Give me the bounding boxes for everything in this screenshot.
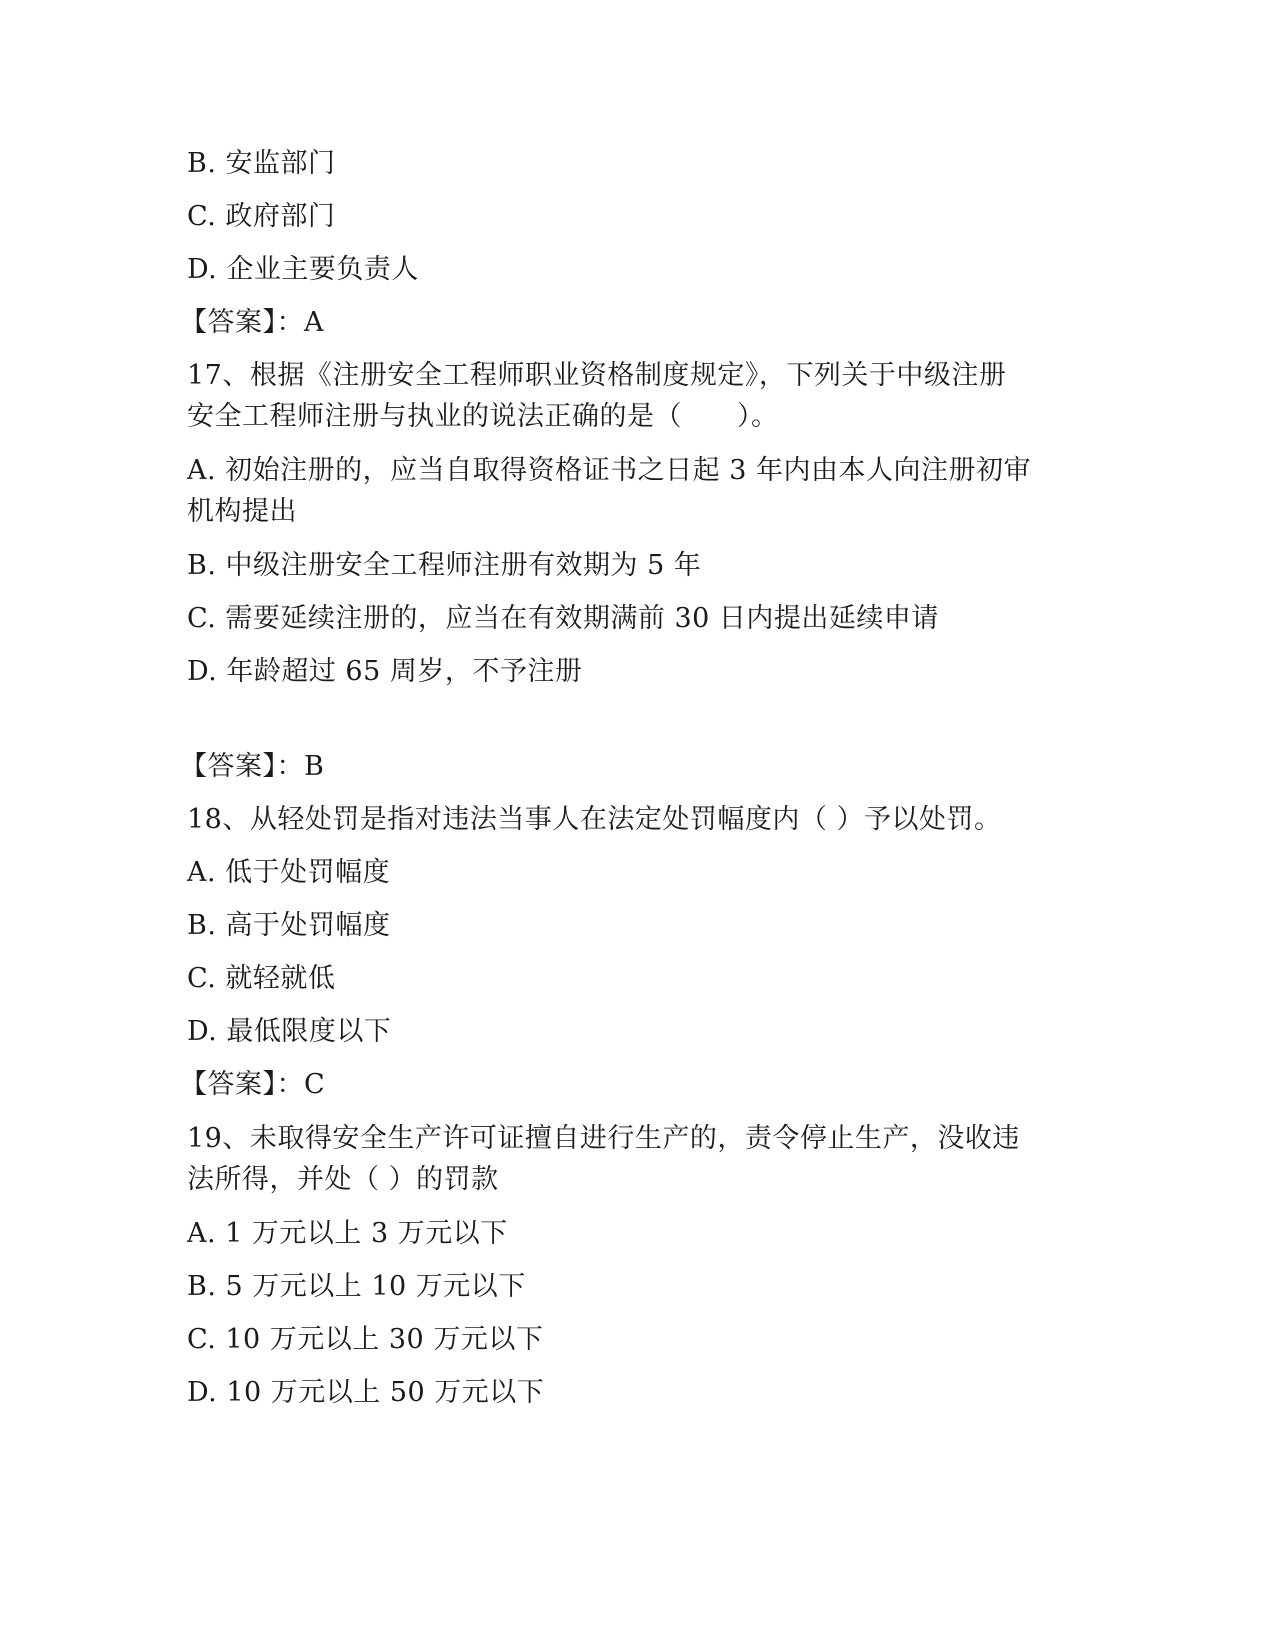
option-d-q18: D. 最低限度以下: [187, 1016, 392, 1047]
question-18: 18、从轻处罚是指对违法当事人在法定处罚幅度内（ ）予以处罚。: [187, 804, 1002, 835]
option-c-q17: C. 需要延续注册的，应当在有效期满前 30 日内提出延续申请: [187, 603, 939, 634]
answer-q17: 【答案】：B: [180, 751, 325, 782]
answer-q18: 【答案】：C: [180, 1069, 326, 1100]
option-a-q17-line-1: A. 初始注册的，应当自取得资格证书之日起 3 年内由本人向注册初审: [187, 455, 1032, 486]
option-b-q19: B. 5 万元以上 10 万元以下: [187, 1271, 526, 1302]
option-a-q18: A. 低于处罚幅度: [187, 857, 391, 888]
option-d-q16: D. 企业主要负责人: [187, 254, 419, 285]
option-a-q19: A. 1 万元以上 3 万元以下: [187, 1218, 508, 1249]
option-b-q17: B. 中级注册安全工程师注册有效期为 5 年: [187, 550, 702, 581]
question-19-line-2: 法所得，并处（ ）的罚款: [187, 1164, 499, 1195]
option-c-q16: C. 政府部门: [187, 201, 336, 232]
option-d-q17: D. 年龄超过 65 周岁，不予注册: [187, 656, 583, 687]
answer-q16: 【答案】：A: [180, 307, 324, 338]
option-b-q18: B. 高于处罚幅度: [187, 910, 391, 941]
option-d-q19: D. 10 万元以上 50 万元以下: [187, 1377, 545, 1408]
option-b-q16: B. 安监部门: [187, 148, 336, 179]
question-17-line-2: 安全工程师注册与执业的说法正确的是（ ）。: [187, 401, 779, 432]
option-a-q17-line-2: 机构提出: [187, 496, 297, 527]
question-19-line-1: 19、未取得安全生产许可证擅自进行生产的，责令停止生产，没收违: [187, 1123, 1020, 1154]
option-c-q19: C. 10 万元以上 30 万元以下: [187, 1324, 544, 1355]
question-17-line-1: 17、根据《注册安全工程师职业资格制度规定》，下列关于中级注册: [187, 360, 1007, 391]
option-c-q18: C. 就轻就低: [187, 963, 336, 994]
